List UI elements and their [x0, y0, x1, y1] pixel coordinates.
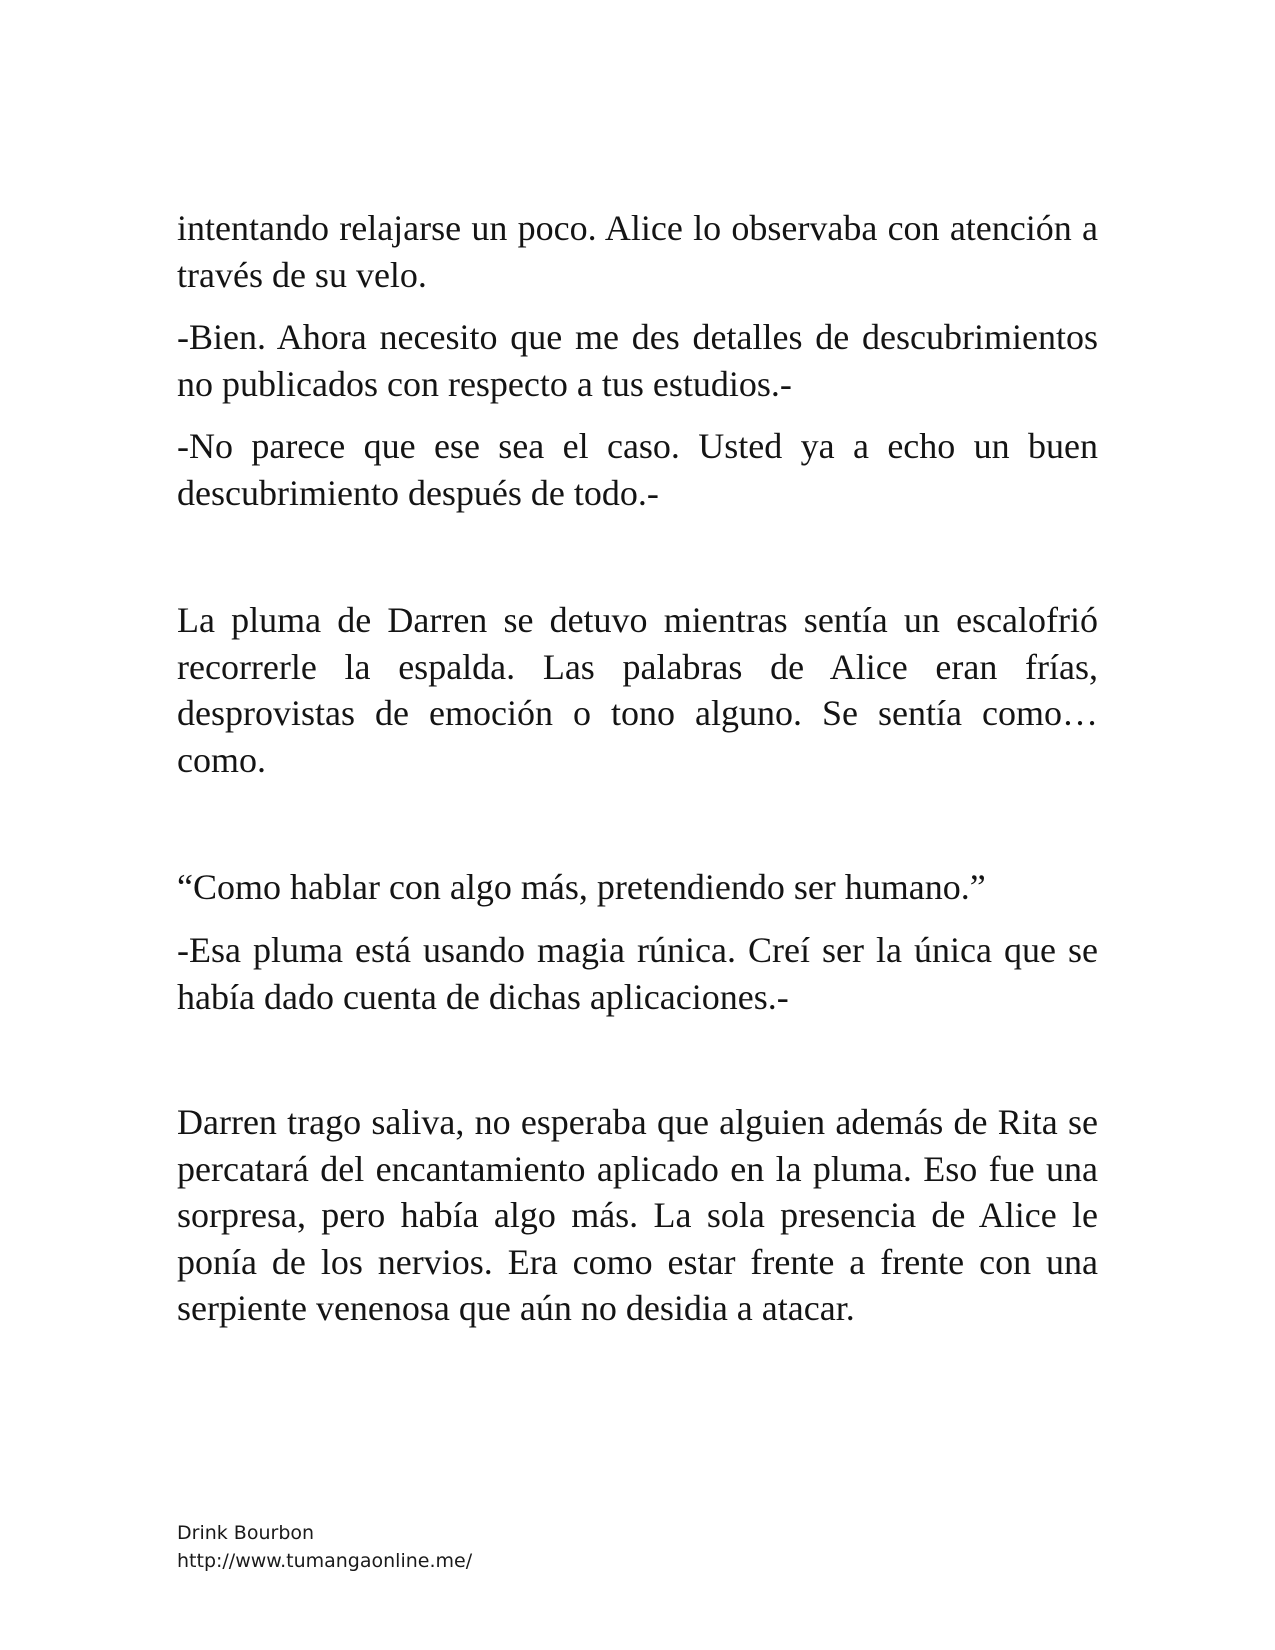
footer-url[interactable]: http://www.tumangaonline.me/ [177, 1550, 473, 1572]
paragraph-7: Darren trago saliva, no esperaba que alguien además de Rita se percatará del encantamiento aplicado en la pluma. Eso fue una sorpresa, pero había algo más. La sola presencia de Alice le ponía de los nervios. Era como estar frente a frente con una serpiente venenosa que aún no desidia a atacar. [177, 1102, 1098, 1328]
page-footer [177, 1519, 472, 1575]
paragraph-5: “Como hablar con algo más, pretendiendo ser humano.” [177, 867, 986, 907]
paragraph-3: -No parece que ese sea el caso. Usted ya a echo un buen descubrimiento después de todo.- [177, 426, 1098, 513]
paragraph-1: intentando relajarse un poco. Alice lo observaba con atención a través de su velo. [177, 208, 1098, 295]
footer-author: Drink Bourbon [177, 1522, 315, 1544]
paragraph-4: La pluma de Darren se detuvo mientras sentía un escalofrió recorrerle la espalda. Las palabras de Alice eran frías, desprovistas de emoción o tono alguno. Se sentía como… como. [177, 600, 1098, 780]
paragraph-6: -Esa pluma está usando magia rúnica. Creí ser la única que se había dado cuenta de dichas aplicaciones.- [177, 930, 1098, 1017]
paragraph-2: -Bien. Ahora necesito que me des detalles de descubrimientos no publicados con respecto a tus estudios.- [177, 317, 1098, 404]
